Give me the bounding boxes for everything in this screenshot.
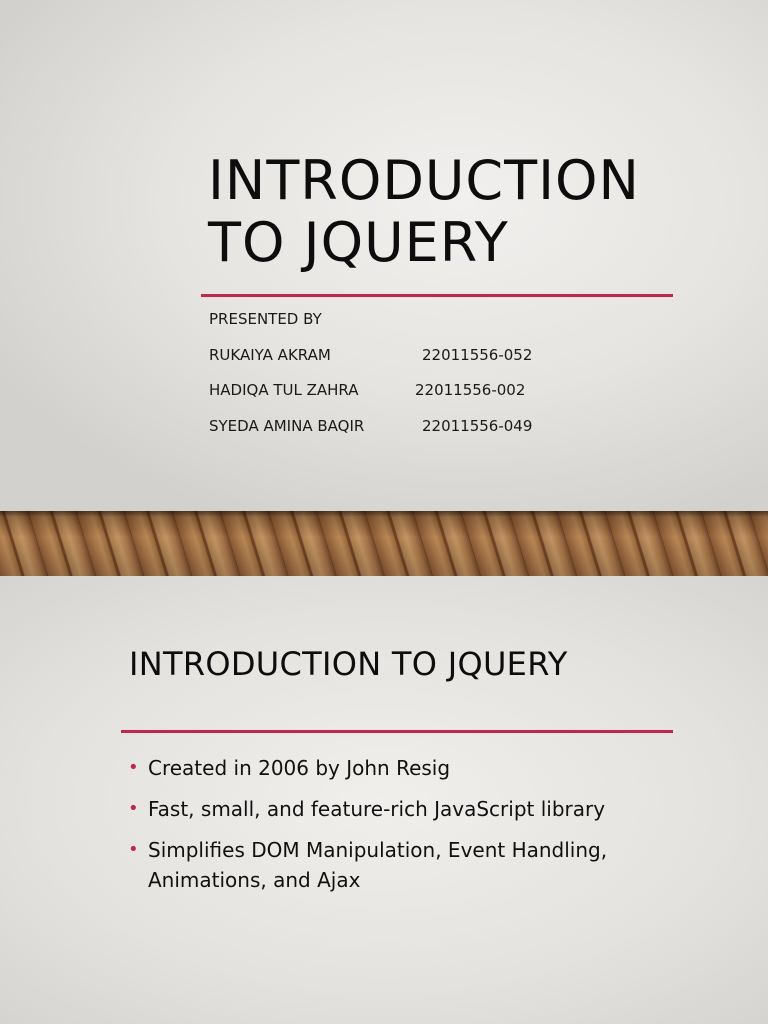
bullet-dot-icon: • (128, 798, 139, 819)
bullet-item (128, 835, 688, 895)
title-line-1: INTRODUCTION (208, 149, 640, 212)
bullet-text: Created in 2006 by John Resig (148, 756, 451, 780)
bullet-list (128, 753, 688, 906)
presented-by-label: PRESENTED BY (209, 310, 322, 328)
presenter-name: HADIQA TUL ZAHRA (209, 381, 359, 399)
bullet-item (128, 753, 688, 783)
presenter-id: 22011556-052 (422, 345, 533, 364)
bullet-dot-icon: • (128, 839, 139, 860)
title-line-2: TO JQUERY (208, 211, 509, 274)
presenter-id: 22011556-049 (422, 416, 533, 435)
intro-divider (121, 730, 673, 733)
bullet-dot-icon: • (128, 757, 139, 778)
presenter-name: RUKAIYA AKRAM (209, 345, 331, 364)
wood-floor-shadow (0, 511, 768, 576)
presenter-name: SYEDA AMINA BAQIR (209, 416, 365, 435)
bullet-item (128, 794, 688, 824)
title-slide-heading (208, 150, 640, 274)
intro-slide-heading: INTRODUCTION TO JQUERY (129, 645, 568, 683)
bullet-text: Simplifies DOM Manipulation, Event Handling, Animations, and Ajax (148, 838, 608, 892)
bullet-text: Fast, small, and feature-rich JavaScript library (148, 797, 606, 821)
presenter-id: 22011556-002 (415, 381, 526, 399)
title-divider (201, 294, 673, 297)
intro-slide (0, 576, 768, 1024)
